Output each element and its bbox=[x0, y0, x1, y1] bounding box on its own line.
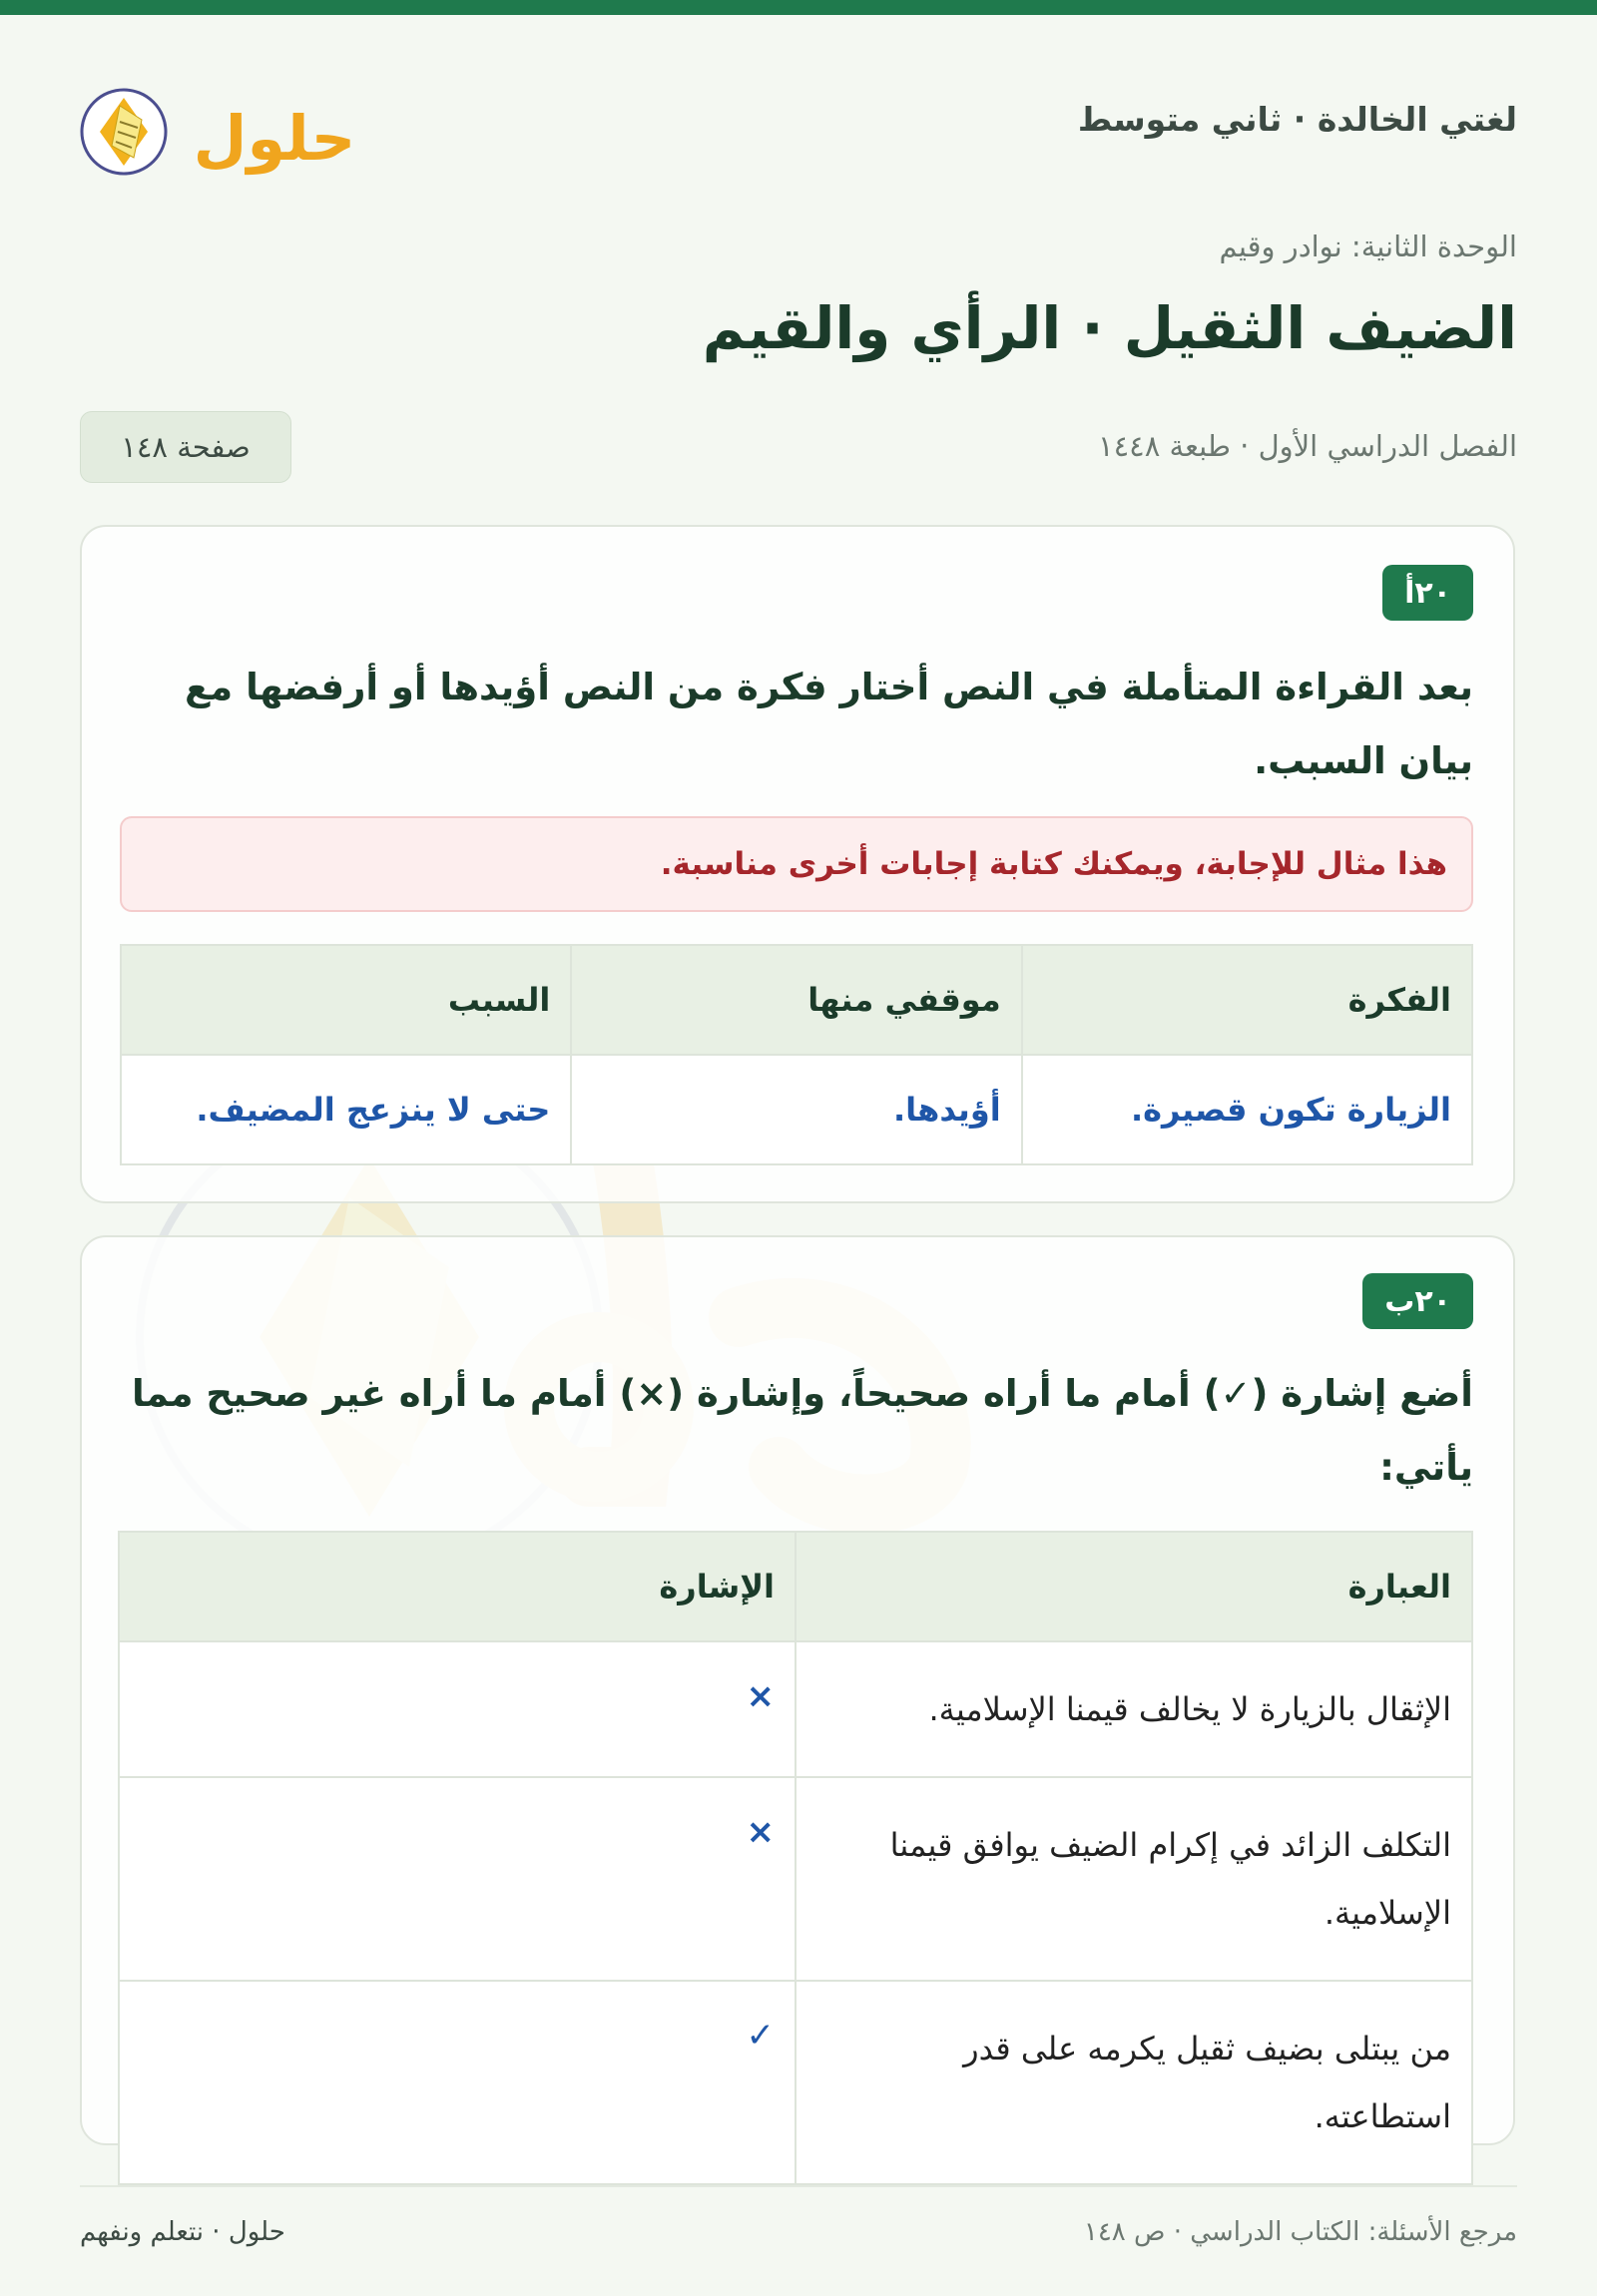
header-mark: الإشارة bbox=[119, 1532, 796, 1641]
cell-reason: حتى لا ينزعج المضيف. bbox=[121, 1055, 571, 1164]
table-row bbox=[119, 1641, 1472, 1777]
unit-label: الوحدة الثانية: نوادر وقيم bbox=[1219, 230, 1517, 263]
table-header-row bbox=[119, 1532, 1472, 1641]
page-title: الضيف الثقيل · الرأي والقيم bbox=[702, 294, 1517, 362]
table-row bbox=[121, 1055, 1472, 1164]
answer-note-text: هذا مثال للإجابة، ويمكنك كتابة إجابات أخرى مناسبة. bbox=[660, 846, 1447, 882]
table-header-row bbox=[121, 945, 1472, 1055]
page-number-badge: صفحة ١٤٨ bbox=[80, 411, 291, 483]
statement-cell: التكلف الزائد في إكرام الضيف يوافق قيمنا الإسلامية. bbox=[796, 1777, 1472, 1981]
brand-title: لغتي الخالدة · ثاني متوسط bbox=[1077, 100, 1517, 139]
question-number-badge: ٢٠ب bbox=[1362, 1273, 1473, 1329]
term-label: الفصل الدراسي الأول · طبعة ١٤٤٨ bbox=[1098, 429, 1517, 463]
question-text: بعد القراءة المتأملة في النص أختار فكرة من النص أؤيدها أو أرفضها مع بيان السبب. bbox=[185, 666, 1473, 782]
true-false-table bbox=[118, 1531, 1473, 2185]
idea-table bbox=[120, 944, 1473, 1165]
header-reason: السبب bbox=[121, 945, 571, 1055]
mark-cell: × bbox=[119, 1641, 796, 1777]
table-row bbox=[119, 1981, 1472, 2184]
footer-divider bbox=[80, 2185, 1517, 2187]
cell-idea: الزيارة تكون قصيرة. bbox=[1022, 1055, 1472, 1164]
table-row bbox=[119, 1777, 1472, 1981]
statement-cell: من يبتلى بضيف ثقيل يكرمه على قدر استطاعته. bbox=[796, 1981, 1472, 2184]
statement-cell: الإثقال بالزيارة لا يخالف قيمنا الإسلامية. bbox=[796, 1641, 1472, 1777]
logo-text: حلول bbox=[193, 102, 356, 175]
question-card-2a bbox=[80, 525, 1515, 1203]
question-card-2b bbox=[80, 1235, 1515, 2145]
header-idea: الفكرة bbox=[1022, 945, 1472, 1055]
question-number-badge: ٢٠أ bbox=[1382, 565, 1473, 621]
hulool-logo bbox=[80, 60, 359, 190]
footer-reference: مرجع الأسئلة: الكتاب الدراسي · ص ١٤٨ bbox=[1083, 2217, 1517, 2247]
mark-cell: × bbox=[119, 1777, 796, 1981]
cell-stance: أؤيدها. bbox=[571, 1055, 1021, 1164]
answer-note bbox=[120, 816, 1473, 912]
footer-slogan: حلول · نتعلم ونفهم bbox=[80, 2217, 285, 2247]
top-accent-bar bbox=[0, 0, 1597, 15]
page-header bbox=[80, 60, 1517, 190]
header-statement: العبارة bbox=[796, 1532, 1472, 1641]
mark-cell: ✓ bbox=[119, 1981, 796, 2184]
question-text: أضع إشارة (✓) أمام ما أراه صحيحاً، وإشارة (×) أمام ما أراه غير صحيح مما يأتي: bbox=[131, 1372, 1473, 1489]
header-stance: موقفي منها bbox=[571, 945, 1021, 1055]
